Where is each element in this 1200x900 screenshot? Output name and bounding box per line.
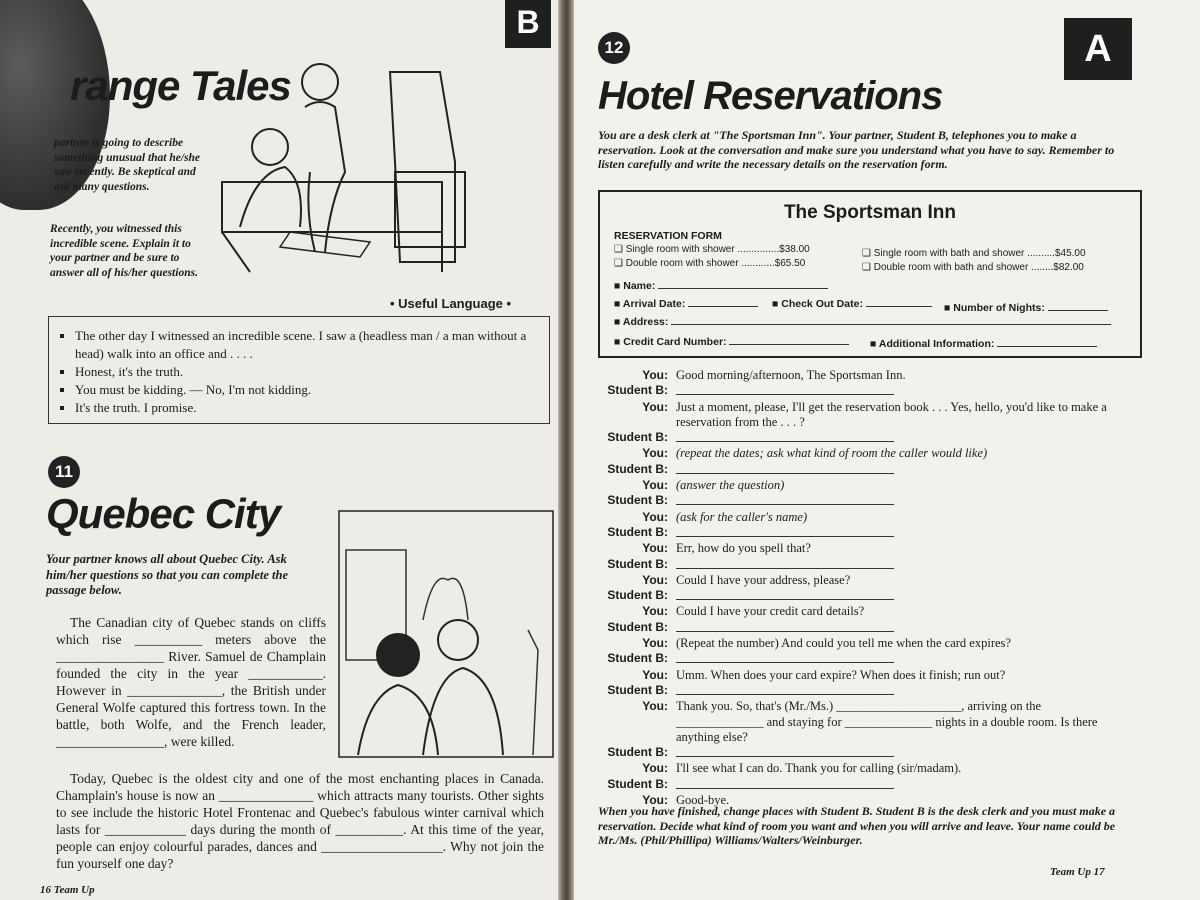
strange-tales-title: range Tales [70, 62, 291, 109]
check-out-date-field [772, 296, 932, 310]
address-field [614, 314, 1111, 328]
utterance: Just a moment, please, I'll get the reservation book . . . Yes, hello, you'd like to make a reservation from the . . . ? [676, 399, 1107, 429]
inn-name: The Sportsman Inn [783, 202, 957, 223]
arrival-date-field [614, 296, 758, 310]
utterance: Umm. When does your card expire? When does it finish; run out? [676, 667, 1006, 682]
dialogue-line [594, 573, 1114, 588]
form-heading: RESERVATION FORM [614, 230, 722, 242]
answer-line [676, 588, 894, 600]
dialogue-line [594, 683, 1114, 699]
dialogue-line [594, 493, 1114, 509]
answer-line [676, 651, 894, 663]
answer-blank [676, 557, 1114, 573]
quebec-street-illustration [338, 510, 554, 760]
speaker-label: Student B: [607, 493, 668, 508]
dialogue-line [594, 636, 1114, 651]
dialogue-line [594, 620, 1114, 636]
useful-language-heading: • Useful Language • [390, 296, 512, 311]
speaker-label: You: [642, 761, 668, 776]
answer-blank [676, 620, 1114, 636]
utterance: (repeat the dates; ask what kind of room the caller would like) [676, 446, 988, 461]
room-option: ❑ Single room with bath and shower ..........$45.00 [862, 248, 1086, 259]
name-label: ■ Name: [614, 280, 656, 292]
office-scene-illustration [210, 52, 510, 282]
dialogue-line [594, 604, 1114, 619]
answer-blank [676, 493, 1114, 509]
credit-card-label: ■ Credit Card Number: [614, 336, 727, 348]
strange-tales-instructions-2: Recently, you witnessed this incredible scene. Explain it to your partner and be sure to answer all of his/her questions. [50, 223, 198, 279]
right-page [574, 0, 1200, 900]
speaker-label: Student B: [607, 619, 668, 634]
utterance: Could I have your credit card details? [676, 604, 865, 619]
utterance: Err, how do you spell that? [676, 541, 811, 556]
speaker-label: You: [642, 636, 668, 651]
room-option: ❑ Double room with bath and shower ........$82.00 [862, 262, 1084, 273]
quebec-passage-1: The Canadian city of Quebec stands on cliffs which rise __________ meters above the ________________ River. Samuel de Champlain founded the city in the year ___________. However in ______________, the British under General Wolfe captured this fortress town. In the battle, both Wolfe, and the French leader, ________________, were killed. [56, 615, 326, 749]
room-option: ❑ Double room with shower ............$65.50 [614, 258, 806, 269]
dialogue-line [594, 668, 1114, 683]
speaker-label: You: [642, 478, 668, 493]
number-of-nights-field [944, 300, 1108, 314]
dialogue-line [594, 745, 1114, 761]
dialogue-line [594, 383, 1114, 399]
speaker-label: You: [642, 699, 668, 714]
speaker-label: You: [642, 604, 668, 619]
answer-line [676, 430, 894, 442]
answer-blank [676, 525, 1114, 541]
utterance: Thank you. So, that's (Mr./Ms.) ____________________, arriving on the ______________ and staying for ______________ nights in a double room. Is there anything else? [676, 699, 1098, 744]
answer-line [676, 462, 894, 474]
number-of-nights-label: ■ Number of Nights: [944, 302, 1045, 314]
answer-blank [676, 777, 1114, 793]
dialogue-line [594, 541, 1114, 556]
right-page-footer: Team Up 17 [1050, 866, 1105, 878]
hotel-reservations-title: Hotel Reservations [598, 74, 943, 118]
dialogue-line [594, 761, 1114, 776]
speaker-label: You: [642, 446, 668, 461]
quebec-instructions: Your partner knows all about Quebec City. Ask him/her questions so that you can complete the passage below. [46, 552, 289, 597]
speaker-label: Student B: [607, 556, 668, 571]
speaker-label: You: [642, 368, 668, 382]
answer-blank [676, 745, 1114, 761]
utterance: (ask for the caller's name) [676, 509, 808, 524]
speaker-label: Student B: [607, 776, 668, 791]
utterance: (answer the question) [676, 478, 785, 493]
room-option: ❑ Single room with shower ...............$38.00 [614, 244, 810, 255]
answer-blank [676, 683, 1114, 699]
additional-information-label: ■ Additional Information: [870, 338, 995, 350]
dialogue-line [594, 510, 1114, 525]
dialogue-line [594, 588, 1114, 604]
utterance: Good morning/afternoon, The Sportsman Inn. [676, 368, 906, 382]
speaker-label: Student B: [607, 651, 668, 666]
answer-line [676, 683, 894, 695]
dialogue-line [594, 430, 1114, 446]
utterance: I'll see what I can do. Thank you for calling (sir/madam). [676, 761, 962, 776]
check-out-date-label: ■ Check Out Date: [772, 298, 863, 310]
speaker-label: You: [642, 667, 668, 682]
reservation-form [598, 190, 1142, 358]
hotel-instructions: You are a desk clerk at "The Sportsman Inn". Your partner, Student B, telephones you to make a reservation. Look at the conversation and make sure you understand what you have to say. Remember to listen carefully and write the necessary details on the reservation form. [598, 128, 1115, 171]
dialogue-line [594, 525, 1114, 541]
dialogue-line [594, 462, 1114, 478]
speaker-label: Student B: [607, 524, 668, 539]
answer-blank [676, 383, 1114, 399]
dialogue-line [594, 651, 1114, 667]
section-number-12: 12 [598, 32, 630, 64]
useful-language-item: ▪ Honest, it's the truth. [75, 363, 549, 381]
dialogue-line [594, 777, 1114, 793]
useful-language-box [48, 316, 550, 424]
useful-language-item: ▪ You must be kidding. — No, I'm not kidding. [75, 381, 549, 399]
left-page [0, 0, 560, 900]
dialogue-line [594, 557, 1114, 573]
answer-line [676, 557, 894, 569]
answer-blank [676, 588, 1114, 604]
answer-line [676, 777, 894, 789]
speaker-label: You: [642, 572, 668, 587]
utterance: (Repeat the number) And could you tell me when the card expires? [676, 636, 1011, 651]
dialogue-line [594, 446, 1114, 461]
dialogue-line [594, 400, 1114, 431]
useful-language-item: ▪ It's the truth. I promise. [75, 399, 549, 417]
address-label: ■ Address: [614, 316, 669, 328]
speaker-label: Student B: [607, 383, 668, 398]
additional-information-field [870, 336, 1097, 350]
speaker-label: You: [642, 509, 668, 524]
answer-line [676, 493, 894, 505]
speaker-label: You: [642, 793, 668, 808]
strange-tales-instructions: partner is going to describe something unusual that he/she saw recently. Be skeptical and ask many questions. [54, 137, 201, 193]
answer-blank [676, 462, 1114, 478]
speaker-label: Student B: [607, 588, 668, 603]
closing-instructions: When you have finished, change places with Student B. Student B is the desk clerk and you must make a reservation. Decide what kind of room you want and when you will arrive and leave. Your name could be Mr./Ms. (Phil/Phillipa) Williams/Walters/Weinburger. [598, 804, 1116, 847]
answer-blank [676, 651, 1114, 667]
answer-line [676, 383, 894, 395]
utterance: Could I have your address, please? [676, 572, 851, 587]
speaker-label: Student B: [607, 430, 668, 445]
quebec-passage-2: Today, Quebec is the oldest city and one of the most enchanting places in Canada. Champlain's house is now an ______________ which attracts many tourists. Other sights to see include the historic Hotel Frontenac and Quebec's fabulous winter carnival which lasts for ____________ days during the month of __________. At this time of the year, people can enjoy colourful parades, dances and __________________. Why not join the fun yourself one day? [56, 771, 544, 871]
quebec-city-title: Quebec City [46, 490, 281, 537]
speaker-label: You: [642, 541, 668, 556]
dialogue [594, 368, 1114, 808]
dialogue-line [594, 699, 1114, 745]
speaker-label: Student B: [607, 745, 668, 760]
speaker-label: Student B: [607, 461, 668, 476]
speaker-label: You: [642, 399, 668, 414]
name-field [614, 278, 828, 292]
answer-blank [676, 430, 1114, 446]
useful-language-item: ▪ The other day I witnessed an incredible scene. I saw a (headless man / a man without a head) walk into an office and . . . . [75, 327, 549, 363]
answer-line [676, 525, 894, 537]
dialogue-line [594, 478, 1114, 493]
dialogue-line [594, 368, 1114, 383]
credit-card-field [614, 334, 849, 348]
speaker-label: Student B: [607, 682, 668, 697]
left-page-footer: 16 Team Up [40, 884, 95, 896]
section-tab-a: A [1064, 18, 1132, 80]
utterance: Good-bye. [676, 793, 730, 808]
section-number-11: 11 [48, 456, 80, 488]
answer-line [676, 620, 894, 632]
section-tab-b: B [505, 0, 551, 48]
arrival-date-label: ■ Arrival Date: [614, 298, 686, 310]
answer-line [676, 745, 894, 757]
